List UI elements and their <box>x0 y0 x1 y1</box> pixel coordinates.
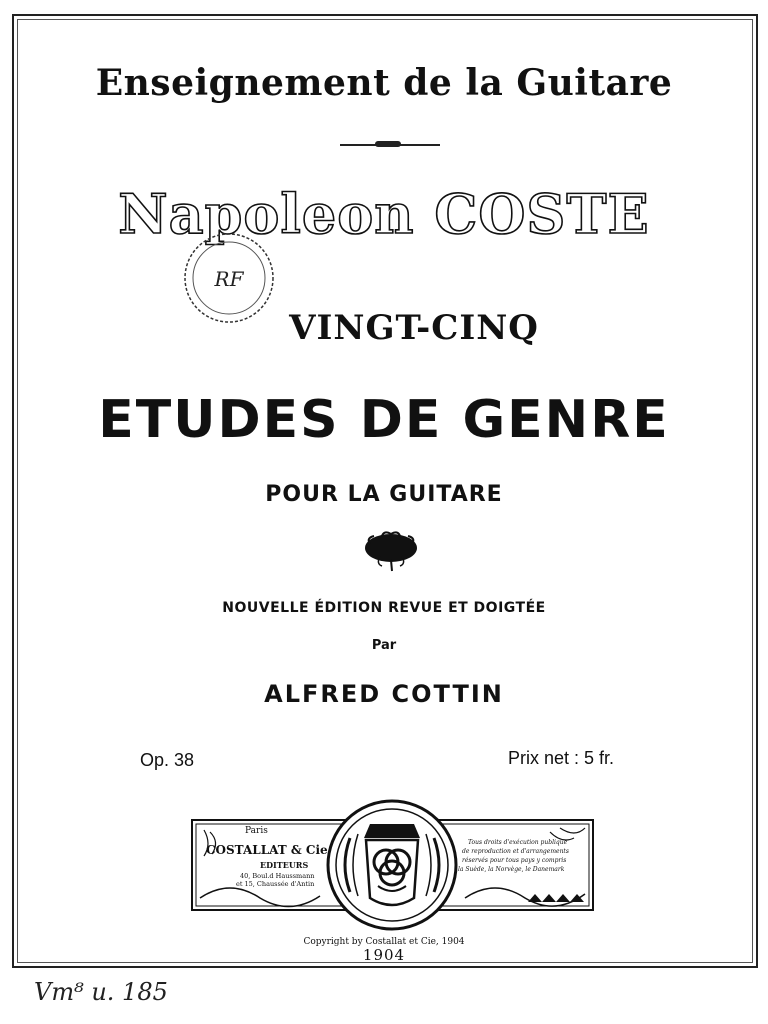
rights-line-1: Tous droits d'exécution publique <box>468 839 568 846</box>
stamp-monogram: RF <box>214 267 244 291</box>
publisher-address-1: 40, Boul.d Haussmann <box>240 872 315 880</box>
edition-note: NOUVELLE ÉDITION REVUE ET DOIGTÉE <box>222 600 546 616</box>
floral-ornament-icon <box>362 530 420 572</box>
by-label: Par <box>371 638 397 653</box>
count-title: VINGT-CINQ <box>289 308 539 348</box>
publisher-name: COSTALLAT & Cie <box>206 843 328 857</box>
publication-year: 1904 <box>362 946 406 964</box>
opus-number: Op. 38 <box>140 750 195 770</box>
publisher-role: EDITEURS <box>260 860 309 870</box>
publisher-address-2: et 15, Chaussée d'Antin <box>236 880 315 888</box>
subtitle: POUR LA GUITARE <box>265 482 503 507</box>
main-title: ETUDES DE GENRE <box>98 390 670 450</box>
copyright-line: Copyright by Costallat et Cie, 1904 <box>303 937 465 947</box>
handwritten-call-number: Vm⁸ u. 185 <box>34 978 168 1006</box>
arranger-name: ALFRED COTTIN <box>264 680 504 708</box>
publisher-vignette <box>190 798 595 933</box>
price: Prix net : 5 fr. <box>508 748 615 768</box>
rights-line-4: la Suède, la Norvège, le Danemark <box>458 866 565 873</box>
composer-name: Napoleon COSTE <box>118 182 650 246</box>
decorative-rule-ornament <box>375 141 401 147</box>
rights-line-2: de reproduction et d'arrangements <box>462 848 569 855</box>
rights-line-3: réservés pour tous pays y compris <box>462 857 567 864</box>
series-title: Enseignement de la Guitare <box>95 62 673 104</box>
publisher-city: Paris <box>245 826 268 836</box>
